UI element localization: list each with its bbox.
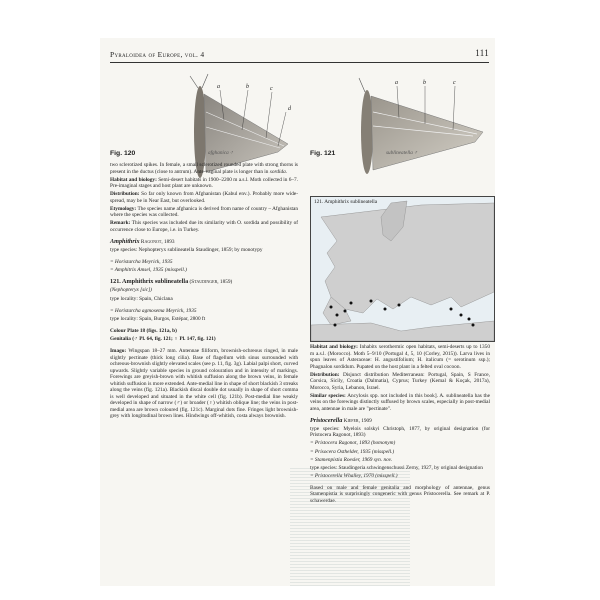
book-page — [100, 38, 495, 586]
section-label: Habitat and biology: — [310, 344, 358, 350]
section-label: Similar species: — [310, 392, 346, 399]
running-header — [110, 48, 489, 63]
paragraph-genus-remark: Based on male and female genitalia and morphology of antennae, genus Stamenpistia is surprisingly congeneric with genus Pristocerella. See remark at P. schawerdae. — [310, 484, 490, 504]
section-text: Disjunct distribution Mediterranean: Portugal, Spain, S France, Corsica, Sicily, Croatia (Dalmatia), Cyprus; Turkey (Kemal & Koçak, 2017a), Morocco, Syria, Lebanon, Israel. — [310, 371, 490, 391]
fig121-letter-c: c — [453, 80, 456, 86]
synonym: = Pristocera Ragonot, 1893 (homonym) — [310, 440, 396, 447]
original-combination: (Nephopteryx [sic]) — [110, 287, 152, 294]
paragraph-imago — [110, 348, 298, 420]
paragraph-distribution — [310, 372, 490, 392]
synonym-type: type species: Staudingeria schwingenschussi Zerny, 1927, by original designation — [310, 464, 483, 471]
section-label: Imago: — [110, 348, 127, 354]
synonym: = Amphitrix Amsel, 1935 (misspell.) — [110, 267, 187, 274]
genus-author: Kiefer, 1909 — [343, 417, 372, 424]
synonym: = Horistarcha agmosema Meyrick, 1935 — [110, 307, 197, 314]
section-text: Semi-desert habitats in 1900–2200 m a.s.l. Moth collected in 6–7. Pre-imaginal stages and host plant are unknown. — [110, 176, 298, 190]
page-number: 111 — [475, 48, 489, 58]
moth-illustration-fig121 — [345, 72, 490, 190]
map-title-text: 121. Amphithrix sublineatella — [314, 199, 378, 205]
genus-type: type species: Myelois solskyi Christoph, 1877, by original designation (for Pristocera Ragonot, 1893) — [310, 425, 490, 439]
running-title: Pyraloidea of Europe, vol. 4 — [110, 50, 205, 59]
fig121-letter-a: a — [395, 80, 398, 86]
paragraph-etymology — [110, 206, 298, 219]
type-locality: type locality: Spain, Chiclana — [110, 295, 173, 302]
synonym: = Pristocerella Whalley, 1970 (misspell.) — [310, 472, 398, 479]
genus-heading — [110, 239, 298, 246]
section-text: Inhabits xerothermic open habitats, semi-deserts up to 1350 m a.s.l. (Morocco). Moth 5–9/10 (Portugal 4, 5, 10 (Corley, 2015)). Larva lives in spun leaves of Asteraceae: H. angustifolium; H. italicum (= serotinum ssp.); Phagnalon sordidum. Pupated on the host plant in a felted oval cocoon. — [310, 344, 490, 370]
figure-120-caption: afghanica ♂ — [208, 150, 234, 156]
type-locality: type locality: Spain, Burgos, Estépar, 2800 ft — [110, 315, 206, 322]
genus-name: Amphithrix — [110, 237, 140, 245]
section-label: Habitat and biology: — [110, 176, 157, 183]
section-text: Wingspan 18–27 mm. Antennae filiform, brownish-ochreous ringed, in male slightly pectinate (thick long cilia). Base of flagellum with sinus surrounded with ochreous-brownish slightly elevated scales (see p. 11, fig. 3g). Labial palpi short, curved upwards. Slightly variable species in ground colouration and in intensity of markings. Forewings are greyish-brown with whitish suffusion along the brown veins, in female whitish suffusion is more extended. Ante-medial line in shape of short blackish 3 streaks along the veins (fig. 121a). Blackish discal double dot usually in shape of short comma is well developed and situated in the white cell (fig. 121b). Post-medial line weakly developed in shape of narrow (♂) or broader (♀) whitish oblique line; the veins in post-medial area are brown coloured (fig. 121c). Marginal dots fine. Fringes light brownish-grey with longitudinal brown lines. Hindwings off-whitish, costa always brownish. — [110, 348, 299, 419]
genus-type: type species: Nephopteryx sublineatella Staudinger, 1859; by monotypy — [110, 247, 263, 254]
paragraph-habitat — [110, 177, 298, 190]
species-name: 121. Amphithrix sublineatella — [110, 278, 189, 286]
genus-name: Pristocerella — [310, 416, 343, 424]
species-author: (Staudinger, 1859) — [189, 279, 233, 286]
fig121-letter-b: b — [423, 80, 426, 86]
map-title — [314, 199, 377, 205]
section-label: Remark: — [110, 220, 131, 227]
fig120-letter-a: a — [217, 84, 220, 90]
synonym: = Prisocera Osthelder, 1935 (misspell.) — [310, 448, 395, 455]
figure-121-label: Fig. 121 — [310, 150, 336, 157]
genus-heading — [310, 418, 490, 425]
figure-120-label: Fig. 120 — [110, 150, 136, 157]
section-label: Etymology: — [110, 205, 137, 212]
europe-map-graphic — [311, 197, 494, 341]
fig120-letter-c: c — [270, 86, 273, 92]
paragraph-genitalia-end — [110, 162, 298, 175]
figure-121-caption: sublineatella ♂ — [386, 150, 418, 156]
section-text: The species name afghanica is derived from name of country – Afghanistan where the species was collected. — [110, 205, 298, 219]
species-heading — [110, 279, 298, 286]
paragraph-remark — [110, 220, 298, 233]
paragraph-habitat — [310, 344, 490, 370]
section-text: Ancylosis spp. not included in this book]. A. sublineatella has the veins on the forewings distinctly suffused by brown scales, especially in post-medial area, antennae in male are "pectinate". — [310, 392, 490, 412]
section-text: This species was included due its similarity with O. sordida and possibility of occurrence close to Europe, i.e. in Turkey. — [110, 220, 298, 233]
fig120-letter-d: d — [288, 106, 291, 112]
synonym: = Horistarcha Meyrick, 1935 — [110, 259, 173, 266]
colour-plate-ref: Colour Plate 18 (figs. 121a, b) — [110, 327, 177, 334]
scan-artifact — [290, 468, 410, 586]
fig120-letter-b: b — [246, 84, 249, 90]
paragraph-similar-species — [310, 393, 490, 413]
left-text-column — [110, 162, 298, 421]
genitalia-ref: Genitalia (♂ Pl. 64, fig. 121; ♀ Pl. 147, fig. 121) — [110, 335, 216, 342]
text-fragment: sordida. — [269, 168, 288, 175]
section-text: So far only known from Afghanistan (Kabul env.). Probably more wide-spread, may be in Near East, but overlooked. — [110, 191, 298, 204]
section-label: Distribution: — [110, 191, 140, 198]
synonym: = Stamenpistia Roesler, 1969 syn. nov. — [310, 456, 393, 463]
distribution-map — [310, 196, 495, 342]
genus-author: Ragonot, 1893 — [140, 238, 175, 245]
section-label: Distribution: — [310, 371, 340, 378]
paragraph-distribution — [110, 191, 298, 204]
text-fragment: two sclerotized spikes. In female, a small sclerotized rounded plate with strong thorns is present in the ductus (close to antrum). Ante-vaginal plate is longer than in — [110, 162, 298, 175]
